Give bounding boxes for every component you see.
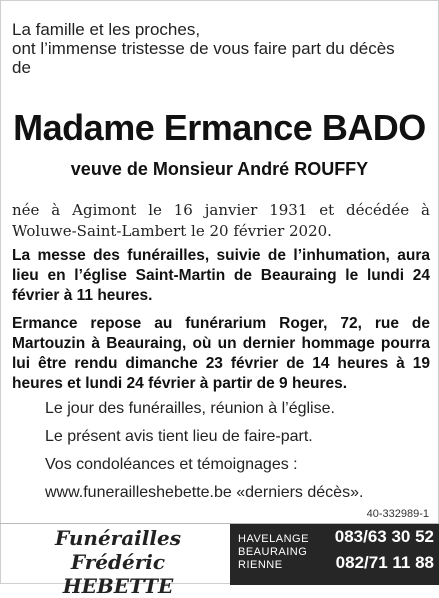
phone-beauraing[interactable]: 082/71 11 88 [335,553,434,572]
reference-number: 40-332989-1 [366,508,429,520]
funeral-home-logo [18,526,218,598]
phone-panel [230,524,439,585]
phone-havelange[interactable]: 083/63 30 52 [334,527,434,546]
note-announcement: Le présent avis tient lieu de faire-part. [45,428,313,445]
location-beauraing [238,546,307,572]
location-havelange: HAVELANGE [238,533,309,545]
deceased-name: Madame Ermance BADO [13,107,426,148]
funeral-mass-text: La messe des funérailles, suivie de l’inhumation, aura lieu en l’église Saint-Martin de Beauraing le lundi 24 février à 11 heures. [12,247,430,304]
footer [0,523,439,598]
widow-of: veuve de Monsieur André ROUFFY [70,159,369,179]
brand-line-1: Funérailles [55,526,181,550]
intro-line-3: de [12,58,31,77]
phone-row-havelange [238,529,434,547]
website-link[interactable]: www.funerailleshebette.be «derniers décès». [45,484,364,501]
note-condolences: Vos condoléances et témoignages : [45,456,298,473]
location-beauraing-line1: BEAURAING [238,546,308,558]
note-meeting: Le jour des funérailles, réunion à l’église. [45,400,335,417]
viewing-text: Ermance repose au funérarium Roger, 72, rue de Martouzin à Beauraing, où un dernier hommage pourra lui être rendu dimanche 23 février de 14 heures à 19 heures et lundi 24 février à partir de 9 heures. [12,315,430,392]
birth-death-text: née à Agimont le 16 janvier 1931 et décédée à Woluwe-Saint-Lambert le 20 février 2020. [12,201,430,240]
intro-line-2: ont l’immense tristesse de vous faire part du décès [12,39,395,58]
location-beauraing-line2: RIENNE [238,559,283,571]
intro-text [12,20,430,77]
phone-row-beauraing [238,546,434,573]
brand-line-2: Frédéric HEBETTE [62,550,174,598]
intro-line-1: La famille et les proches, [12,20,201,39]
